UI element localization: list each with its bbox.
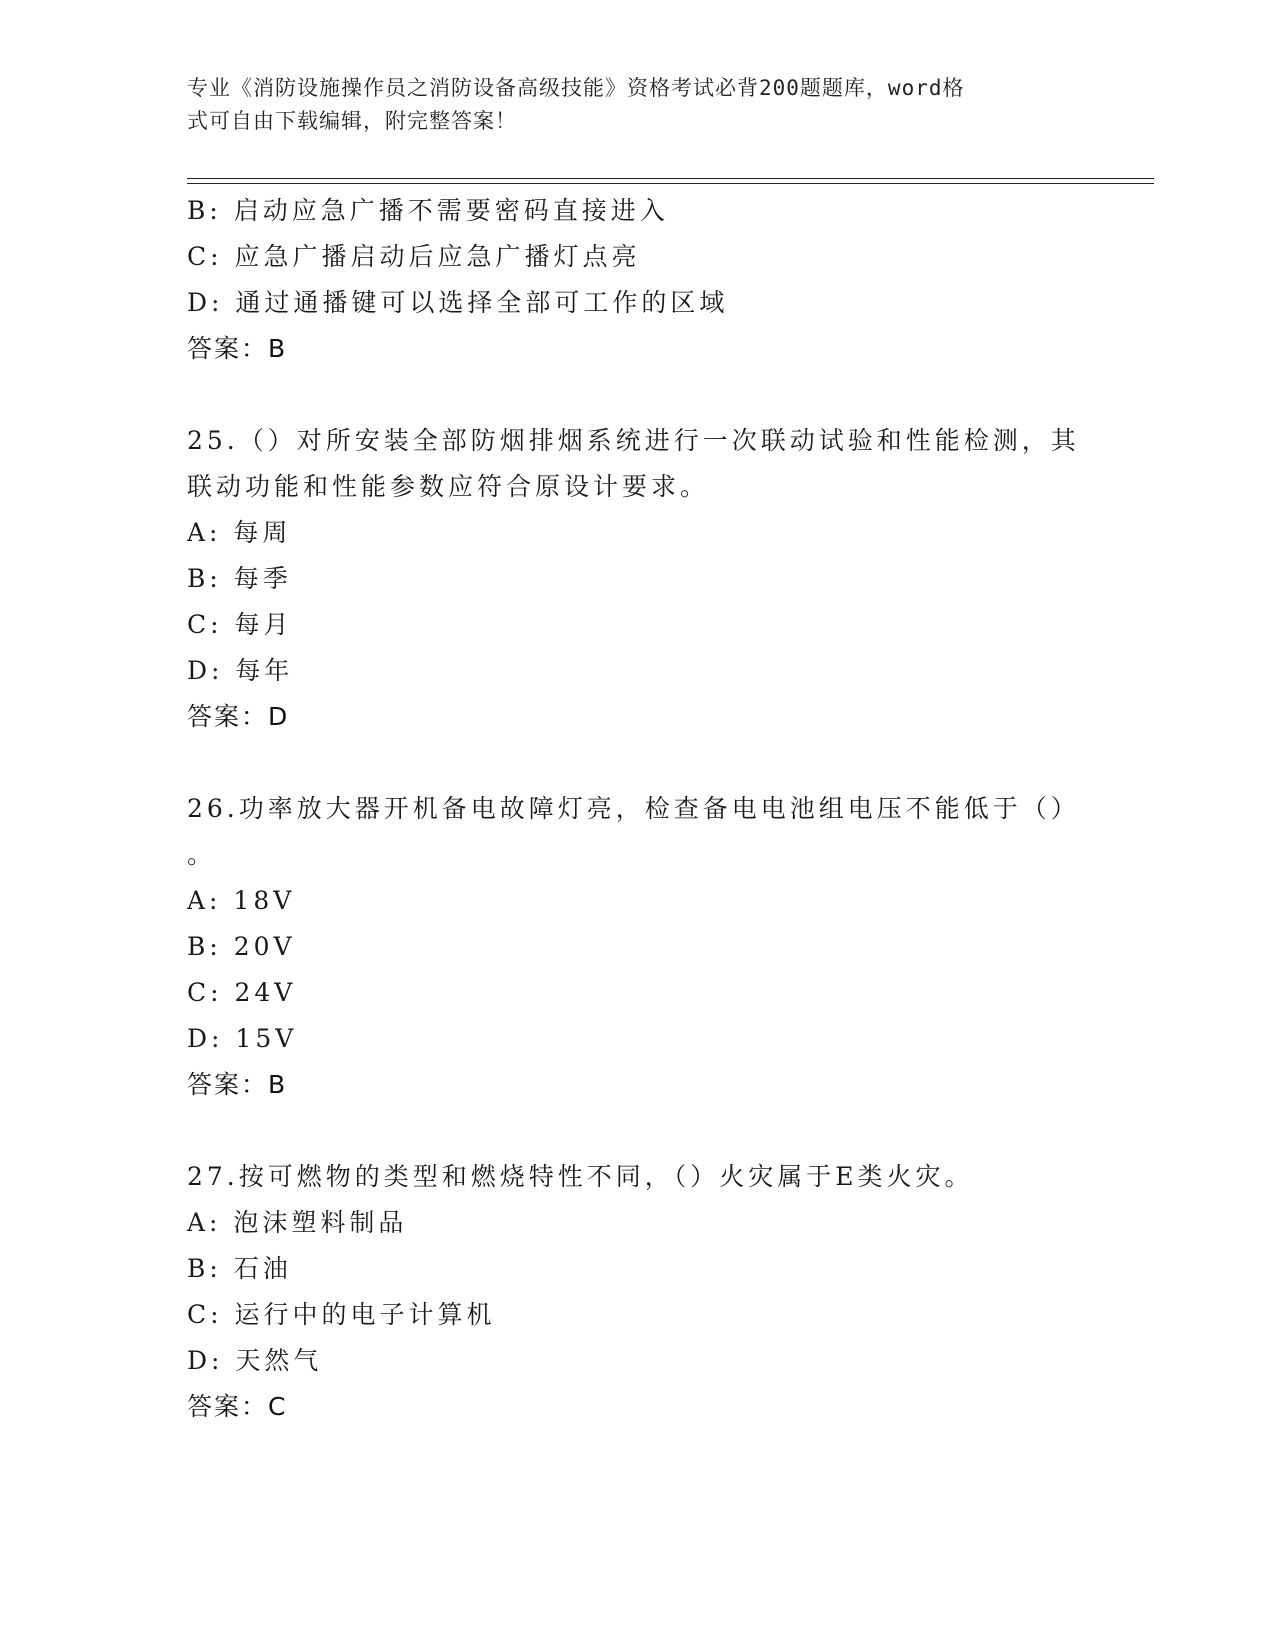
header-line-1: 专业《消防设施操作员之消防设备高级技能》资格考试必背200题题库，word格 — [187, 76, 965, 100]
answer-line: 答案：B — [187, 1070, 288, 1099]
option-b: B: 石油 — [187, 1254, 292, 1283]
option-b: B: 20V — [187, 932, 296, 961]
question-list — [187, 188, 1087, 1430]
option-d: D: 每年 — [187, 656, 294, 685]
question-25 — [187, 418, 1087, 740]
question-stem-line-2: 。 — [187, 840, 217, 869]
answer-line: 答案：B — [187, 334, 288, 363]
question-stem-line-2: 联动功能和性能参数应符合原设计要求。 — [187, 472, 710, 501]
option-c: C: 每月 — [187, 610, 293, 639]
option-c: C: 应急广播启动后应急广播灯点亮 — [187, 242, 641, 271]
answer-line: 答案：D — [187, 702, 290, 731]
question-stem-line-1: 25.（）对所安装全部防烟排烟系统进行一次联动试验和性能检测，其 — [187, 426, 1080, 455]
option-d: D: 15V — [187, 1024, 298, 1053]
header-line-2: 式可自由下载编辑，附完整答案！ — [187, 109, 517, 133]
option-a: A: 18V — [187, 886, 296, 915]
question-stem-line-1: 26.功率放大器开机备电故障灯亮，检查备电电池组电压不能低于（） — [187, 794, 1080, 823]
option-b: B: 每季 — [187, 564, 292, 593]
question-27 — [187, 1154, 1087, 1430]
option-d: D: 天然气 — [187, 1346, 323, 1375]
option-c: C: 运行中的电子计算机 — [187, 1300, 496, 1329]
option-a: A: 泡沫塑料制品 — [187, 1208, 408, 1237]
option-b: B: 启动应急广播不需要密码直接进入 — [187, 196, 669, 225]
question-stem-line-1: 27.按可燃物的类型和燃烧特性不同，（）火灾属于E类火灾。 — [187, 1162, 974, 1191]
question-26 — [187, 786, 1087, 1108]
option-d: D: 通过通播键可以选择全部可工作的区域 — [187, 288, 729, 317]
header-divider-bottom — [187, 183, 1154, 184]
option-a: A: 每周 — [187, 518, 292, 547]
answer-line: 答案：C — [187, 1392, 288, 1421]
document-header — [187, 72, 1067, 138]
option-c: C: 24V — [187, 978, 297, 1007]
question-24 — [187, 188, 1087, 372]
header-divider-top — [187, 178, 1154, 179]
